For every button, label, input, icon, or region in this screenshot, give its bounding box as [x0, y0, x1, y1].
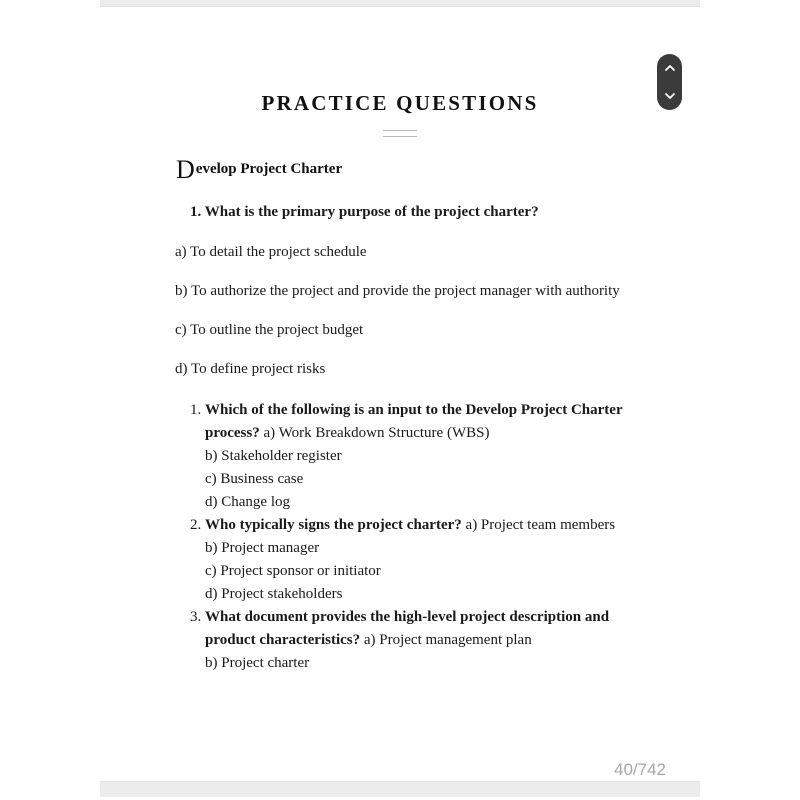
list-question-2-option-a: a) Project team members [465, 517, 616, 533]
question-1-text: What is the primary purpose of the project charter? [204, 204, 539, 220]
list-question-2-number: 2. [190, 517, 202, 533]
title-divider [383, 130, 417, 137]
list-question-1-option-d: d) Change log [205, 494, 290, 510]
next-page-button[interactable] [660, 86, 680, 106]
page-title: PRACTICE QUESTIONS [261, 91, 539, 115]
list-question-1 [188, 399, 628, 514]
question-1-option-c: c) To outline the project budget [175, 322, 364, 338]
list-question-1-text: Which of the following is an input to the Develop Project Charter process? [205, 402, 623, 441]
list-question-2 [188, 514, 628, 606]
page-number-indicator: 40/742 [614, 760, 666, 779]
question-1 [190, 204, 539, 221]
list-question-2-option-c: c) Project sponsor or initiator [205, 563, 381, 579]
question-1-option-d: d) To define project risks [175, 361, 326, 377]
list-question-1-option-a: a) Work Breakdown Structure (WBS) [263, 425, 490, 441]
list-question-2-text: Who typically signs the project charter? [205, 517, 462, 533]
chevron-down-icon [664, 92, 676, 100]
previous-page-edge [100, 0, 700, 7]
document-page [100, 7, 700, 780]
question-1-option-a: a) To detail the project schedule [175, 244, 367, 260]
list-question-3-number: 3. [190, 609, 202, 625]
page-nav-control [657, 54, 682, 110]
section-heading [176, 157, 342, 183]
list-question-2-option-d: d) Project stakeholders [205, 586, 343, 602]
list-question-3-option-a: a) Project management plan [363, 632, 532, 648]
question-1-option-b: b) To authorize the project and provide the project manager with authority [175, 283, 620, 299]
next-page-edge [100, 781, 700, 797]
list-question-3-option-b: b) Project charter [205, 655, 310, 671]
list-question-3-text: What document provides the high-level project description and product characteristics? [205, 609, 610, 648]
list-question-1-option-b: b) Stakeholder register [205, 448, 342, 464]
list-question-3 [188, 606, 628, 675]
section-heading-text: evelop Project Charter [195, 161, 343, 177]
list-question-1-option-c: c) Business case [205, 471, 304, 487]
question-list [188, 399, 628, 675]
chevron-up-icon [664, 64, 676, 72]
list-question-2-option-b: b) Project manager [205, 540, 320, 556]
dropcap-letter: D [176, 155, 195, 184]
previous-page-button[interactable] [660, 58, 680, 78]
question-1-number: 1. [190, 204, 202, 220]
list-question-1-number: 1. [190, 402, 202, 418]
